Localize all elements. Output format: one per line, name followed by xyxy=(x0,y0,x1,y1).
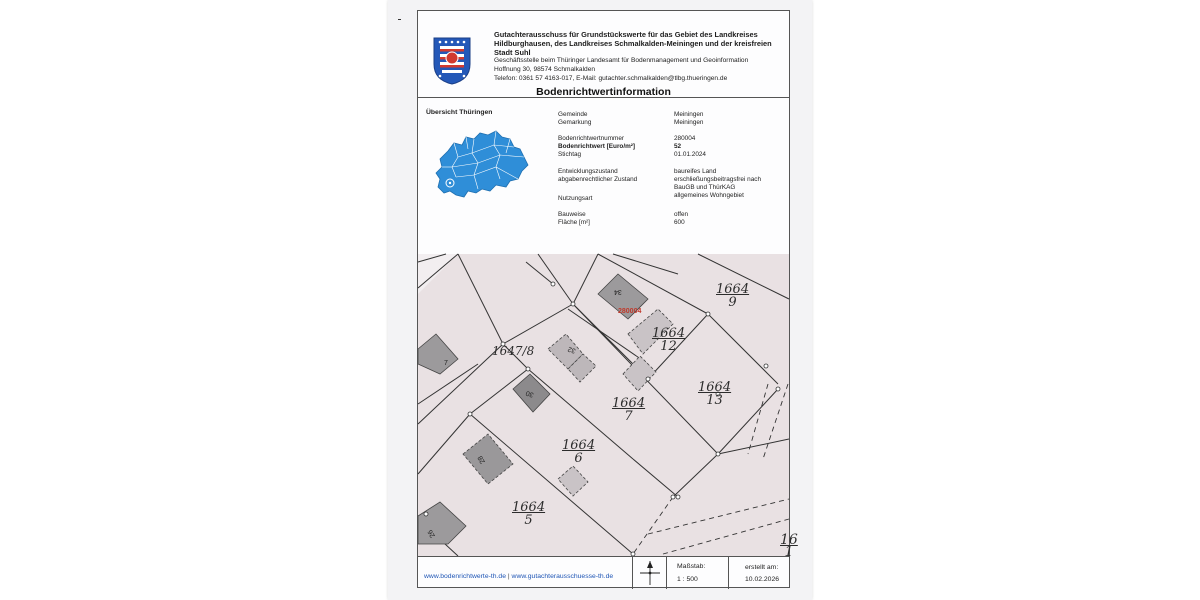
info-section xyxy=(418,97,789,255)
bodenrichtwertnummer-value: 280004 xyxy=(674,135,696,142)
stichtag-label: Stichtag xyxy=(558,151,582,158)
link-separator: | xyxy=(507,573,510,580)
house-number: 32 xyxy=(567,344,577,355)
entwicklungszustand-label: Entwicklungszustand xyxy=(558,168,618,175)
document-frame xyxy=(417,10,798,588)
stichtag-value: 01.01.2024 xyxy=(674,151,706,158)
parcel-subnumber: 6 xyxy=(574,451,583,466)
document-header xyxy=(418,11,789,98)
link-bodenrichtwerte[interactable]: www.bodenrichtwerte-th.de xyxy=(424,573,506,580)
gemeinde-label: Gemeinde xyxy=(558,111,588,118)
parcel-number: 1664 xyxy=(698,380,732,395)
parcel-number: 1664 xyxy=(716,282,750,297)
created-cell xyxy=(728,557,789,589)
created-value: 10.02.2026 xyxy=(745,576,780,583)
office-address xyxy=(494,57,784,83)
bodenrichtwert-label: Bodenrichtwert [Euro/m²] xyxy=(558,143,636,150)
parcel-subnumber: 9 xyxy=(728,295,737,310)
parcel-number: 1664 xyxy=(612,396,646,411)
paper-mark xyxy=(398,19,401,20)
office-line: Hoffnung 30, 98574 Schmalkalden xyxy=(494,65,596,73)
abgabenrechtlicher-zustand-label: abgabenrechtlicher Zustand xyxy=(558,176,638,183)
house-number: 34 xyxy=(614,288,622,295)
gemarkung-value: Meiningen xyxy=(674,119,704,126)
abgabenrechtlicher-zustand-value: BauGB und ThürKAG xyxy=(674,184,736,191)
document-footer xyxy=(418,556,789,589)
flaeche-label: Fläche [m²] xyxy=(558,219,590,226)
parcel-number: 1664 xyxy=(512,500,546,515)
cadastral-map-drawing xyxy=(418,254,789,556)
thuringia-state-map-icon xyxy=(434,127,534,202)
zone-id-label: 280004 xyxy=(618,308,642,315)
bauweise-value: offen xyxy=(674,211,689,218)
gemarkung-label: Gemarkung xyxy=(558,119,592,126)
house-number: 30 xyxy=(525,388,535,399)
north-arrow-cell xyxy=(632,557,666,589)
parcel-label-1647: 1647/8 xyxy=(492,344,535,358)
house-number: 28 xyxy=(476,454,487,465)
created-label: erstellt am: xyxy=(745,564,779,571)
bodenrichtwertnummer-label: Bodenrichtwertnummer xyxy=(558,135,625,142)
parcel-number: 1664 xyxy=(652,326,686,341)
link-gutachterausschuesse[interactable]: www.gutachterausschuesse-th.de xyxy=(511,573,614,580)
nutzungsart-label: Nutzungsart xyxy=(558,195,593,202)
overview-title: Übersicht Thüringen xyxy=(426,109,493,116)
footer-links xyxy=(424,573,613,580)
office-line: Geschäftsstelle beim Thüringer Landesamt für Bodenmanagement und Geoinformation xyxy=(494,57,749,64)
parcel-number: 1664 xyxy=(562,438,596,453)
nutzungsart-value: allgemeines Wohngebiet xyxy=(674,192,744,199)
parcel-subnumber: 1 xyxy=(784,544,794,560)
bodenrichtwert-value: 52 xyxy=(674,143,682,150)
gemeinde-value: Meiningen xyxy=(674,111,704,118)
map-background xyxy=(418,254,789,556)
thuringia-coat-of-arms-icon xyxy=(432,34,472,86)
house-number: 26 xyxy=(426,528,437,539)
scale-value: 1 : 500 xyxy=(677,576,698,583)
flaeche-value: 600 xyxy=(674,219,685,226)
committee-title: Gutachterausschuss für Grundstückswerte für das Gebiet des Landkreises Hildburghausen, des Landkreises Schmalkalden-Meiningen und der kreisfreien Stadt Suhl xyxy=(494,30,772,57)
parcel-subnumber: 7 xyxy=(624,409,633,424)
cadastral-map xyxy=(418,254,798,560)
bauweise-label: Bauweise xyxy=(558,211,586,218)
north-arrow-icon xyxy=(634,558,666,588)
document-title: Bodenrichtwertinformation xyxy=(536,86,671,98)
office-line: Telefon: 0361 57 4163-017, E-Mail: gutachter.schmalkalden@tlbg.thueringen.de xyxy=(494,74,728,82)
parcel-number: 16 xyxy=(780,532,798,548)
parcel-subnumber: 5 xyxy=(524,513,533,528)
house-number: 7 xyxy=(444,360,448,367)
parcel-subnumber: 12 xyxy=(660,339,677,354)
parcel-subnumber: 13 xyxy=(706,393,723,408)
scale-cell xyxy=(666,557,728,589)
scale-label: Maßstab: xyxy=(677,563,706,570)
abgabenrechtlicher-zustand-value: erschließungsbeitragsfrei nach xyxy=(674,176,762,183)
entwicklungszustand-value: baureifes Land xyxy=(674,168,717,175)
